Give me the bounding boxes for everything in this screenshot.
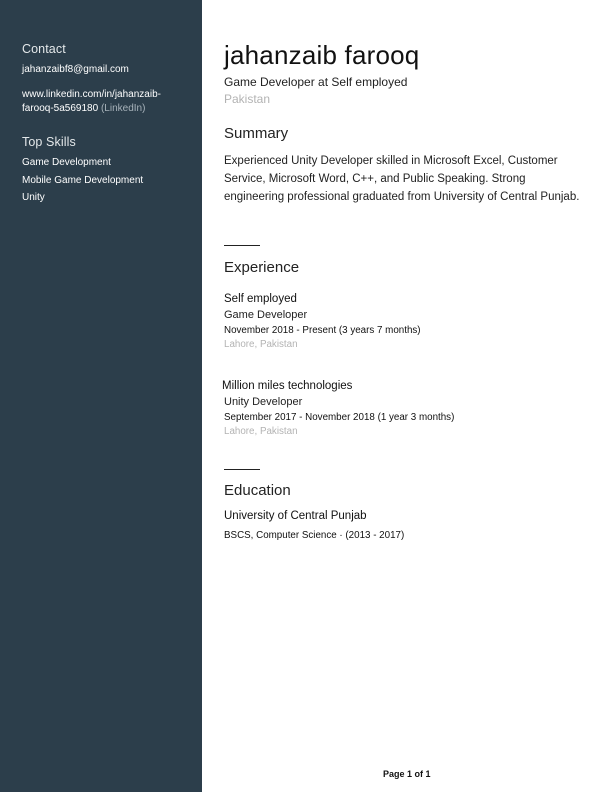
linkedin-tag: (LinkedIn) xyxy=(100,103,146,114)
experience-heading: Experience xyxy=(224,259,300,276)
job-dates: November 2018 - Present (3 years 7 months) xyxy=(224,325,421,336)
page-number: Page 1 of 1 xyxy=(383,769,431,779)
summary-text: Experienced Unity Developer skilled in Microsoft Excel, Customer Service, Microsoft Word, C++, and Public Speaking. Strong engineering professional graduated from University of Central Punjab. xyxy=(224,155,580,204)
job-location: Lahore, Pakistan xyxy=(224,426,298,437)
profile-headline: Game Developer at Self employed xyxy=(224,75,408,89)
experience-entry xyxy=(222,379,582,439)
experience-entry xyxy=(224,292,584,352)
skill-item: Game Development xyxy=(22,157,111,168)
education-school: University of Central Punjab xyxy=(224,510,367,522)
linkedin-url[interactable]: www.linkedin.com/in/jahanzaib-farooq-5a569180 xyxy=(22,89,161,114)
education-degree: BSCS, Computer Science · (2013 - 2017) xyxy=(224,530,405,541)
top-skills-heading: Top Skills xyxy=(22,135,76,149)
job-role: Unity Developer xyxy=(224,396,303,408)
profile-location: Pakistan xyxy=(224,92,271,106)
skill-item: Mobile Game Development xyxy=(22,174,144,186)
email-link[interactable]: jahanzaibf8@gmail.com xyxy=(22,64,129,75)
linkedin-link[interactable] xyxy=(22,88,192,116)
sidebar xyxy=(0,0,202,792)
section-divider xyxy=(224,469,260,470)
job-company: Self employed xyxy=(224,293,297,305)
job-company: Million miles technologies xyxy=(222,380,353,392)
job-location: Lahore, Pakistan xyxy=(224,339,298,350)
skills-list xyxy=(22,157,143,210)
job-role: Game Developer xyxy=(224,309,308,321)
contact-heading: Contact xyxy=(22,42,66,56)
skill-item: Unity xyxy=(22,192,45,203)
education-heading: Education xyxy=(224,482,291,499)
job-dates: September 2017 - November 2018 (1 year 3 months) xyxy=(224,412,455,423)
summary-heading: Summary xyxy=(224,125,289,142)
profile-name: jahanzaib farooq xyxy=(224,40,420,70)
section-divider xyxy=(224,245,260,246)
